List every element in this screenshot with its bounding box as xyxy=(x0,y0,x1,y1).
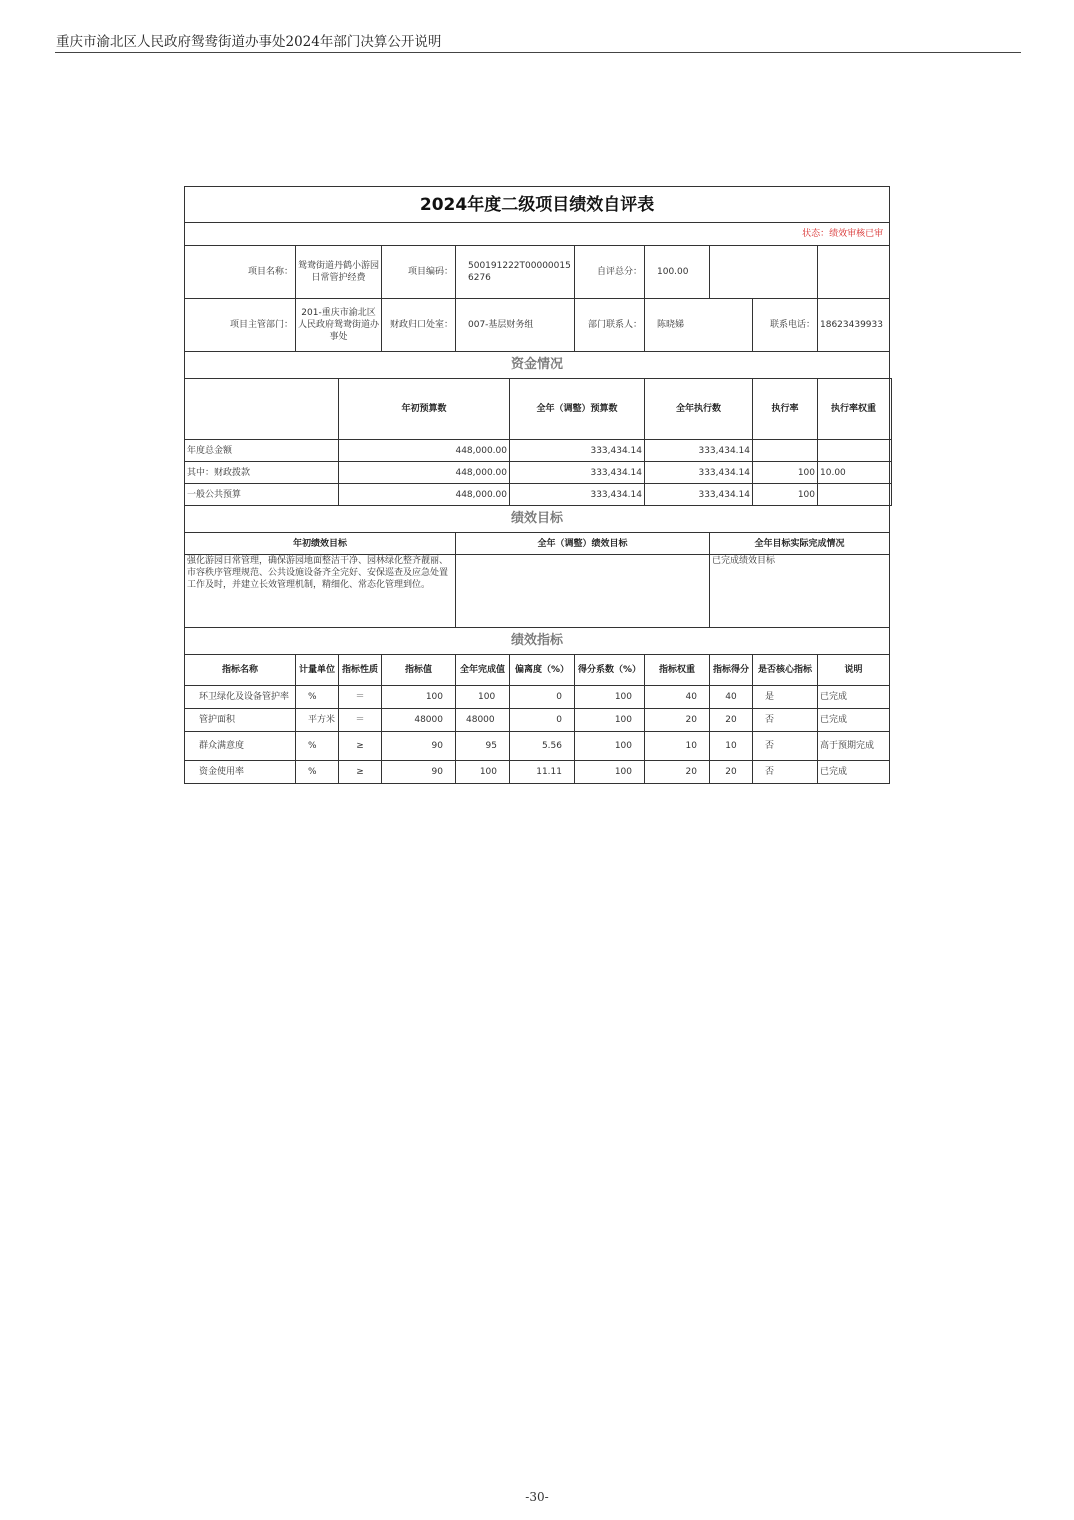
goals-section-title: 绩效目标 xyxy=(185,506,890,533)
indicator-weight: 10 xyxy=(645,732,710,761)
funds-row xyxy=(185,462,892,484)
finance-label: 财政归口处室： xyxy=(382,299,456,352)
phone-label: 联系电话： xyxy=(753,299,818,352)
indicator-nature: ＝ xyxy=(339,686,382,709)
indicator-core: 否 xyxy=(753,761,818,784)
empty-cell xyxy=(710,246,818,299)
indicator-score: 20 xyxy=(710,709,753,732)
funds-row-weight: 10.00 xyxy=(818,462,890,484)
funds-row-score xyxy=(890,484,892,506)
indicator-coef: 100 xyxy=(575,686,645,709)
indicator-actual: 48000 xyxy=(456,709,510,732)
indicator-header-actual: 全年完成值 xyxy=(456,655,510,686)
project-code-value: 500191222T000000156276 xyxy=(456,246,575,299)
empty-cell xyxy=(818,246,890,299)
indicator-score: 10 xyxy=(710,732,753,761)
indicator-name: 环卫绿化及设备管护率 xyxy=(185,686,296,709)
indicator-header-score: 指标得分 xyxy=(710,655,753,686)
empty-cell xyxy=(185,379,339,440)
page-number: -30- xyxy=(525,1490,549,1504)
funds-header-initial: 年初预算数 xyxy=(339,379,510,440)
indicator-header-unit: 计量单位 xyxy=(296,655,339,686)
indicator-deviation: 0 xyxy=(510,709,575,732)
indicator-header-target: 指标值 xyxy=(382,655,456,686)
indicator-row xyxy=(185,761,892,784)
indicator-target: 90 xyxy=(382,761,456,784)
indicator-note: 已完成 xyxy=(818,761,890,784)
indicator-weight: 20 xyxy=(645,761,710,784)
indicator-nature: ≥ xyxy=(339,732,382,761)
indicator-target: 90 xyxy=(382,732,456,761)
phone-value: 18623439933 xyxy=(818,299,890,352)
indicator-name: 管护面积 xyxy=(185,709,296,732)
page-header: 重庆市渝北区人民政府鸳鸯街道办事处2024年部门决算公开说明 xyxy=(56,34,442,50)
funds-header-executed: 全年执行数 xyxy=(645,379,753,440)
indicator-weight: 40 xyxy=(645,686,710,709)
funds-row-initial: 448,000.00 xyxy=(339,440,510,462)
indicator-header-nature: 指标性质 xyxy=(339,655,382,686)
indicators-section-title: 绩效指标 xyxy=(185,628,890,655)
indicator-target: 48000 xyxy=(382,709,456,732)
funds-row-initial: 448,000.00 xyxy=(339,484,510,506)
indicator-row xyxy=(185,709,892,732)
project-code-label: 项目编码： xyxy=(382,246,456,299)
indicator-core: 否 xyxy=(753,709,818,732)
indicator-score: 20 xyxy=(710,761,753,784)
funds-row-score xyxy=(890,462,892,484)
indicator-target: 100 xyxy=(382,686,456,709)
indicator-header-coef: 得分系数（%） xyxy=(575,655,645,686)
funds-row-initial: 448,000.00 xyxy=(339,462,510,484)
header-rule xyxy=(55,52,1021,53)
project-name-value: 鸳鸯街道丹鹤小游园日常管护经费 xyxy=(296,246,382,299)
indicator-header-note: 说明 xyxy=(818,655,890,686)
funds-row-adjusted: 333,434.14 xyxy=(510,484,645,506)
actual-goal-text: 已完成绩效目标 xyxy=(710,555,890,628)
funds-row-weight xyxy=(818,440,890,462)
indicator-header-deviation: 偏离度（%） xyxy=(510,655,575,686)
indicator-note: 高于预期完成 xyxy=(818,732,890,761)
funds-row-name: 年度总金额 xyxy=(185,440,339,462)
indicator-core: 是 xyxy=(753,686,818,709)
indicator-nature: ＝ xyxy=(339,709,382,732)
funds-row-executed: 333,434.14 xyxy=(645,440,753,462)
performance-evaluation-table xyxy=(184,186,892,784)
funds-row-rate xyxy=(753,440,818,462)
indicator-unit: % xyxy=(296,732,339,761)
indicator-row xyxy=(185,686,892,709)
indicator-note: 已完成 xyxy=(818,709,890,732)
dept-value: 201-重庆市渝北区人民政府鸳鸯街道办事处 xyxy=(296,299,382,352)
funds-row-adjusted: 333,434.14 xyxy=(510,462,645,484)
contact-value: 陈晓娣 xyxy=(645,299,753,352)
funds-row-rate: 100 xyxy=(753,462,818,484)
indicator-unit: 平方米 xyxy=(296,709,339,732)
funds-section-title: 资金情况 xyxy=(185,352,890,379)
funds-header-score xyxy=(890,379,892,440)
indicator-header-core: 是否核心指标 xyxy=(753,655,818,686)
funds-row-executed: 333,434.14 xyxy=(645,484,753,506)
indicator-nature: ≥ xyxy=(339,761,382,784)
funds-header-rate: 执行率 xyxy=(753,379,818,440)
indicator-actual: 100 xyxy=(456,686,510,709)
funds-row xyxy=(185,440,892,462)
indicator-coef: 100 xyxy=(575,709,645,732)
indicator-header-weight: 指标权重 xyxy=(645,655,710,686)
indicator-name: 群众满意度 xyxy=(185,732,296,761)
goals-header-adjusted: 全年（调整）绩效目标 xyxy=(456,533,710,555)
contact-label: 部门联系人： xyxy=(575,299,645,352)
funds-row-name: 其中：财政拨款 xyxy=(185,462,339,484)
indicator-core: 否 xyxy=(753,732,818,761)
goals-header-actual: 全年目标实际完成情况 xyxy=(710,533,890,555)
indicator-actual: 100 xyxy=(456,761,510,784)
funds-row-name: 一般公共预算 xyxy=(185,484,339,506)
indicator-unit: % xyxy=(296,761,339,784)
indicator-unit: % xyxy=(296,686,339,709)
indicator-header-name: 指标名称 xyxy=(185,655,296,686)
goals-header-initial: 年初绩效目标 xyxy=(185,533,456,555)
funds-row xyxy=(185,484,892,506)
indicator-actual: 95 xyxy=(456,732,510,761)
funds-row-executed: 333,434.14 xyxy=(645,462,753,484)
self-score-label: 自评总分： xyxy=(575,246,645,299)
dept-label: 项目主管部门： xyxy=(185,299,296,352)
funds-row-weight xyxy=(818,484,890,506)
finance-value: 007-基层财务组 xyxy=(456,299,575,352)
indicator-weight: 20 xyxy=(645,709,710,732)
indicator-row xyxy=(185,732,892,761)
indicator-note: 已完成 xyxy=(818,686,890,709)
indicator-deviation: 0 xyxy=(510,686,575,709)
project-name-label: 项目名称： xyxy=(185,246,296,299)
funds-row-rate: 100 xyxy=(753,484,818,506)
table-title: 2024年度二级项目绩效自评表 xyxy=(185,187,890,223)
indicator-coef: 100 xyxy=(575,761,645,784)
funds-header-weight: 执行率权重 xyxy=(818,379,890,440)
indicator-name: 资金使用率 xyxy=(185,761,296,784)
indicator-score: 40 xyxy=(710,686,753,709)
status-text: 状态：绩效审核已审 xyxy=(185,223,890,246)
adjusted-goal-text xyxy=(456,555,710,628)
indicator-deviation: 5.56 xyxy=(510,732,575,761)
indicator-deviation: 11.11 xyxy=(510,761,575,784)
funds-row-score xyxy=(890,440,892,462)
funds-header-adjusted: 全年（调整）预算数 xyxy=(510,379,645,440)
funds-row-adjusted: 333,434.14 xyxy=(510,440,645,462)
self-score-value: 100.00 xyxy=(645,246,710,299)
indicator-coef: 100 xyxy=(575,732,645,761)
initial-goal-text: 强化游园日常管理，确保游园地面整洁干净、园林绿化整齐靓丽、市容秩序管理规范、公共设施设备齐全完好、安保巡查及应急处置工作及时，并建立长效管理机制，精细化、常态化管理到位。 xyxy=(185,555,456,628)
